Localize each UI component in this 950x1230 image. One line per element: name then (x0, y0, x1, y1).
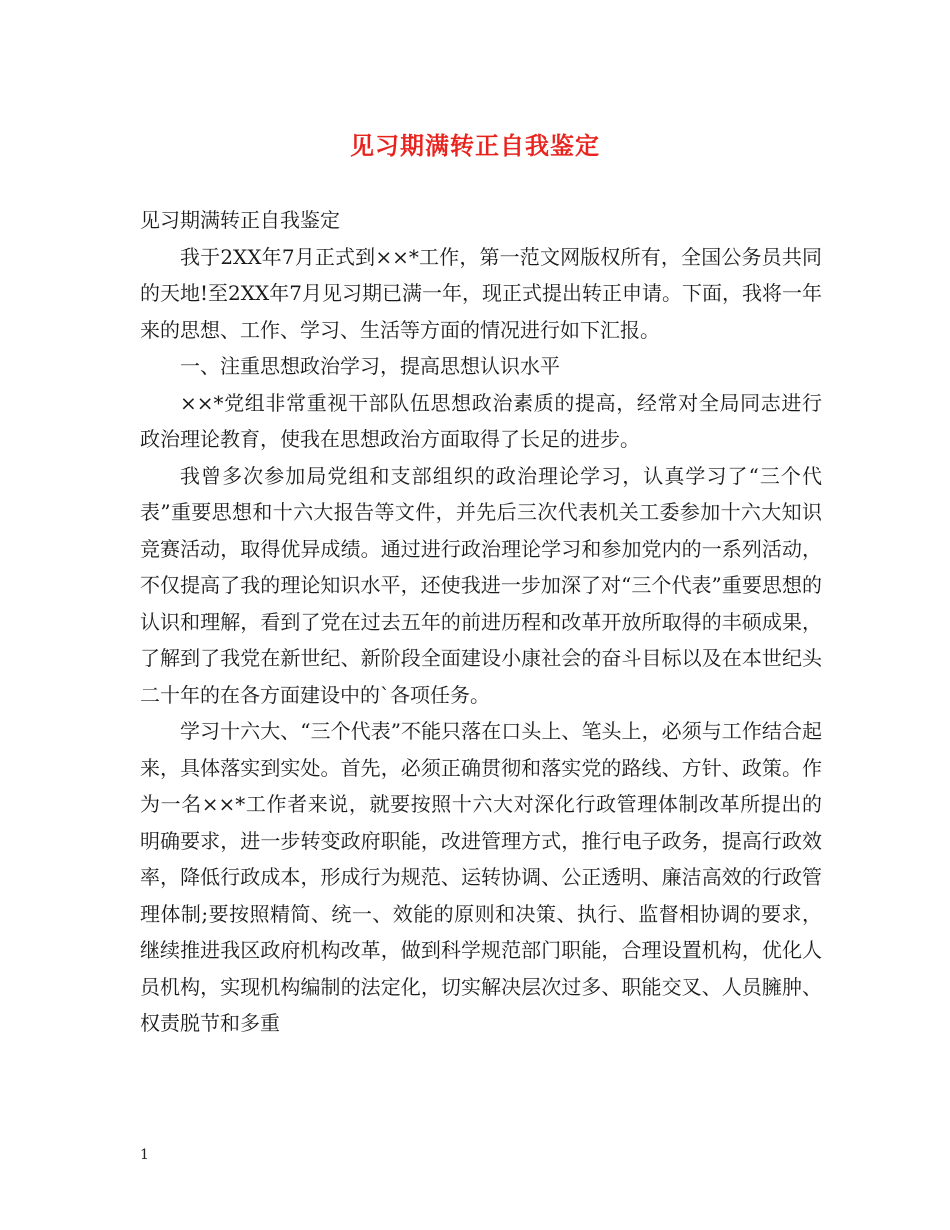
section-heading-1: 一、注重思想政治学习，提高思想认识水平 (180, 354, 560, 378)
body-paragraph-practice: 学习十六大、“三个代表”不能只落在口头上、笔头上，必须与工作结合起来，具体落实到实处。首先，必须正确贯彻和落实党的路线、方针、政策。作为一名××*工作者来说，就要按照十六大对深化行政管理体制改革所提出的明确要求，进一步转变政府职能，改进管理方式，推行电子政务，提高行政效率，降低行政成本，形成行为规范、运转协调、公正透明、廉洁高效的行政管理体制;要按照精简、统一、效能的原则和决策、执行、监督相协调的要求，继续推进我区政府机构改革，做到科学规范部门职能，合理设置机构，优化人员机构，实现机构编制的法定化，切实解决层次过多、职能交叉、人员臃肿、权责脱节和多重 (140, 719, 822, 1035)
body-paragraph-party-group: ××*党组非常重视干部队伍思想政治素质的提高，经常对全局同志进行政治理论教育，使我在思想政治方面取得了长足的进步。 (140, 390, 822, 451)
body-heading-paragraph: 见习期满转正自我鉴定 (140, 208, 340, 232)
document-body (140, 202, 822, 1042)
body-paragraph-study: 我曾多次参加局党组和支部组织的政治理论学习，认真学习了“三个代表”重要思想和十六大报告等文件，并先后三次代表机关工委参加十六大知识竞赛活动，取得优异成绩。通过进行政治理论学习和参加党内的一系列活动，不仅提高了我的理论知识水平，还使我进一步加深了对“三个代表”重要思想的认识和理解，看到了党在过去五年的前进历程和改革开放所取得的丰硕成果，了解到了我党在新世纪、新阶段全面建设小康社会的奋斗目标以及在本世纪头二十年的在各方面建设中的`各项任务。 (140, 463, 822, 707)
document-title: 见习期满转正自我鉴定 (350, 131, 600, 160)
page-number: 1 (140, 1147, 149, 1163)
body-paragraph-intro: 我于2XX年7月正式到××*工作，第一范文网版权所有，全国公务员共同的天地!至2XX年7月见习期已满一年，现正式提出转正申请。下面，我将一年来的思想、工作、学习、生活等方面的情况进行如下汇报。 (140, 244, 822, 342)
